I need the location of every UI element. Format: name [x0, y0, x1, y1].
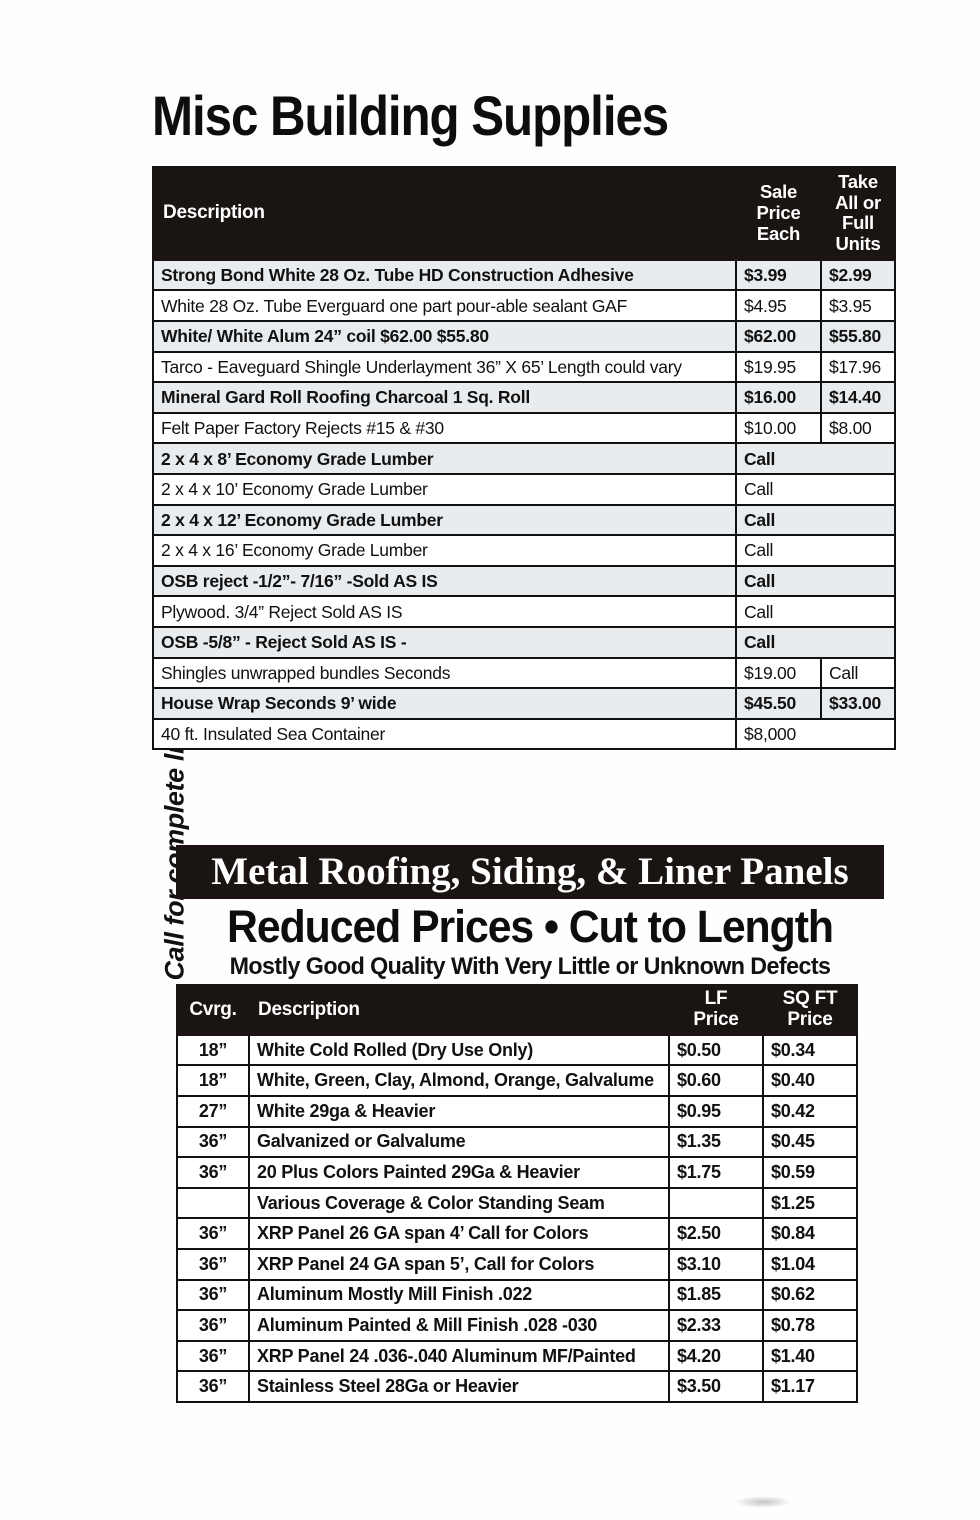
column-header-lf-line1: LF [704, 988, 728, 1009]
cell-sale-price-each: $62.00 [736, 321, 821, 352]
cell-take-all-full-units: $2.99 [821, 260, 895, 291]
cell-description: Strong Bond White 28 Oz. Tube HD Construction Adhesive [153, 260, 736, 291]
column-header-cvrg: Cvrg. [177, 985, 249, 1035]
cell-sqft-price: $1.04 [763, 1249, 857, 1280]
metal-panels-table [176, 984, 858, 1403]
cell-sqft-price: $1.40 [763, 1341, 857, 1372]
cell-coverage: 36” [177, 1341, 249, 1372]
table-row [177, 1310, 857, 1341]
cell-take-all-full-units: $55.80 [821, 321, 895, 352]
column-header-description: Description [249, 985, 669, 1035]
cell-sqft-price: $0.40 [763, 1065, 857, 1096]
cell-lf-price: $1.35 [669, 1127, 763, 1158]
table-row [177, 1341, 857, 1372]
cell-description: White 29ga & Heavier [249, 1096, 669, 1127]
cell-sale-price-each: Call [736, 443, 895, 474]
cell-lf-price [669, 1188, 763, 1219]
cell-description: XRP Panel 24 .036-.040 Aluminum MF/Painted [249, 1341, 669, 1372]
cell-sale-price-each: Call [736, 474, 895, 505]
cell-coverage: 36” [177, 1127, 249, 1158]
cell-lf-price: $2.50 [669, 1218, 763, 1249]
cell-coverage [177, 1188, 249, 1219]
column-header-sale-price-each [736, 167, 821, 260]
column-header-sq-line1: SQ FT [782, 988, 838, 1009]
cell-lf-price: $0.60 [669, 1065, 763, 1096]
misc-table-header [153, 167, 895, 260]
cell-sqft-price: $1.17 [763, 1371, 857, 1402]
cell-coverage: 36” [177, 1157, 249, 1188]
cell-lf-price: $2.33 [669, 1310, 763, 1341]
cell-sale-price-each: $3.99 [736, 260, 821, 291]
page-title-misc-building-supplies: Misc Building Supplies [152, 84, 669, 147]
table-row [153, 719, 895, 750]
cell-description: Stainless Steel 28Ga or Heavier [249, 1371, 669, 1402]
cell-description: White 28 Oz. Tube Everguard one part pour-able sealant GAF [153, 290, 736, 321]
table-row [177, 1157, 857, 1188]
table-row [177, 1127, 857, 1158]
cell-take-all-full-units: $17.96 [821, 352, 895, 383]
table-row [153, 566, 895, 597]
cell-lf-price: $1.85 [669, 1280, 763, 1311]
table-row [153, 535, 895, 566]
table-row [153, 321, 895, 352]
cell-sale-price-each: $4.95 [736, 290, 821, 321]
misc-building-supplies-table [152, 166, 896, 750]
cell-description: 2 x 4 x 8’ Economy Grade Lumber [153, 443, 736, 474]
table-row [153, 290, 895, 321]
cell-description: XRP Panel 24 GA span 5’, Call for Colors [249, 1249, 669, 1280]
table-row [177, 1188, 857, 1219]
cell-description: 2 x 4 x 12’ Economy Grade Lumber [153, 505, 736, 536]
cell-description: 20 Plus Colors Painted 29Ga & Heavier [249, 1157, 669, 1188]
table-row [177, 1280, 857, 1311]
cell-description: White, Green, Clay, Almond, Orange, Galvalume [249, 1065, 669, 1096]
cell-lf-price: $0.50 [669, 1035, 763, 1066]
cell-sqft-price: $0.62 [763, 1280, 857, 1311]
column-header-take-all-line2: Full Units [835, 212, 881, 255]
cell-description: XRP Panel 26 GA span 4’ Call for Colors [249, 1218, 669, 1249]
cell-sqft-price: $0.42 [763, 1096, 857, 1127]
cell-sale-price-each: $19.95 [736, 352, 821, 383]
cell-take-all-full-units: Call [821, 658, 895, 689]
cell-sale-price-each: $45.50 [736, 688, 821, 719]
cell-description: White Cold Rolled (Dry Use Only) [249, 1035, 669, 1066]
cell-sqft-price: $0.45 [763, 1127, 857, 1158]
column-header-description: Description [153, 167, 736, 260]
cell-coverage: 36” [177, 1218, 249, 1249]
table-row [177, 1065, 857, 1096]
cell-coverage: 36” [177, 1249, 249, 1280]
cell-description: Mineral Gard Roll Roofing Charcoal 1 Sq. Roll [153, 382, 736, 413]
cell-description: Aluminum Mostly Mill Finish .022 [249, 1280, 669, 1311]
table-row [153, 596, 895, 627]
cell-sale-price-each: $10.00 [736, 413, 821, 444]
column-header-lf-line2: Price [693, 1008, 739, 1030]
cell-sale-price-each: Call [736, 627, 895, 658]
cell-take-all-full-units: $8.00 [821, 413, 895, 444]
table-row [153, 505, 895, 536]
column-header-take-all-line1: Take All or [835, 171, 881, 213]
table-header-row [177, 985, 857, 1035]
cell-sqft-price: $1.25 [763, 1188, 857, 1219]
table-row [153, 443, 895, 474]
cell-description: 40 ft. Insulated Sea Container [153, 719, 736, 750]
cell-description: OSB -5/8” - Reject Sold AS IS - [153, 627, 736, 658]
cell-description: Plywood. 3/4” Reject Sold AS IS [153, 596, 736, 627]
table-row [177, 1035, 857, 1066]
table-row [177, 1371, 857, 1402]
cell-lf-price: $3.50 [669, 1371, 763, 1402]
table-header-row [153, 167, 895, 260]
cell-coverage: 18” [177, 1035, 249, 1066]
cell-description: OSB reject -1/2”- 7/16” -Sold AS IS [153, 566, 736, 597]
cell-description: Various Coverage & Color Standing Seam [249, 1188, 669, 1219]
table-row [153, 688, 895, 719]
cell-sqft-price: $0.78 [763, 1310, 857, 1341]
table-row [177, 1218, 857, 1249]
cell-sqft-price: $0.34 [763, 1035, 857, 1066]
cell-sale-price-each: $16.00 [736, 382, 821, 413]
table-row [153, 260, 895, 291]
cell-take-all-full-units: $33.00 [821, 688, 895, 719]
cell-sale-price-each: Call [736, 566, 895, 597]
table-row [153, 382, 895, 413]
cell-lf-price: $4.20 [669, 1341, 763, 1372]
headline-reduced-prices: Reduced Prices • Cut to Length [227, 901, 833, 952]
cell-description: Aluminum Painted & Mill Finish .028 -030 [249, 1310, 669, 1341]
cell-lf-price: $0.95 [669, 1096, 763, 1127]
cell-coverage: 36” [177, 1310, 249, 1341]
cell-lf-price: $1.75 [669, 1157, 763, 1188]
table-row [177, 1096, 857, 1127]
cell-description: House Wrap Seconds 9’ wide [153, 688, 736, 719]
misc-table-body [153, 260, 895, 750]
column-header-sq-line2: Price [787, 1008, 833, 1030]
cell-lf-price: $3.10 [669, 1249, 763, 1280]
cell-description: 2 x 4 x 16’ Economy Grade Lumber [153, 535, 736, 566]
cell-sale-price-each: Call [736, 596, 895, 627]
cell-coverage: 18” [177, 1065, 249, 1096]
scan-artifact-smudge [735, 1496, 791, 1508]
section-banner-metal-roofing: Metal Roofing, Siding, & Liner Panels [176, 845, 884, 899]
table-row [153, 413, 895, 444]
column-header-sale-price-line2: Each [756, 222, 801, 244]
column-header-sqft-price [763, 985, 857, 1035]
cell-take-all-full-units: $14.40 [821, 382, 895, 413]
cell-description: Tarco - Eaveguard Shingle Underlayment 36” X 65’ Length could vary [153, 352, 736, 383]
cell-coverage: 36” [177, 1371, 249, 1402]
cell-sale-price-each: $19.00 [736, 658, 821, 689]
column-header-lf-price [669, 985, 763, 1035]
cell-sqft-price: $0.59 [763, 1157, 857, 1188]
table-row [153, 658, 895, 689]
cell-description: 2 x 4 x 10’ Economy Grade Lumber [153, 474, 736, 505]
table-row [177, 1249, 857, 1280]
cell-sale-price-each: $8,000 [736, 719, 895, 750]
table-row [153, 474, 895, 505]
table-row [153, 627, 895, 658]
metal-table-header [177, 985, 857, 1035]
cell-description: Galvanized or Galvalume [249, 1127, 669, 1158]
cell-coverage: 27” [177, 1096, 249, 1127]
cell-description: White/ White Alum 24” coil $62.00 $55.80 [153, 321, 736, 352]
subheadline-quality-note: Mostly Good Quality With Very Little or Unknown Defects [229, 953, 831, 980]
metal-table-body [177, 1035, 857, 1402]
cell-sale-price-each: Call [736, 505, 895, 536]
cell-description: Felt Paper Factory Rejects #15 & #30 [153, 413, 736, 444]
cell-sale-price-each: Call [736, 535, 895, 566]
cell-description: Shingles unwrapped bundles Seconds [153, 658, 736, 689]
cell-sqft-price: $0.84 [763, 1218, 857, 1249]
cell-coverage: 36” [177, 1280, 249, 1311]
cell-take-all-full-units: $3.95 [821, 290, 895, 321]
column-header-take-all-full-units [821, 167, 895, 260]
column-header-sale-price-line1: Sale Price [756, 181, 801, 224]
table-row [153, 352, 895, 383]
